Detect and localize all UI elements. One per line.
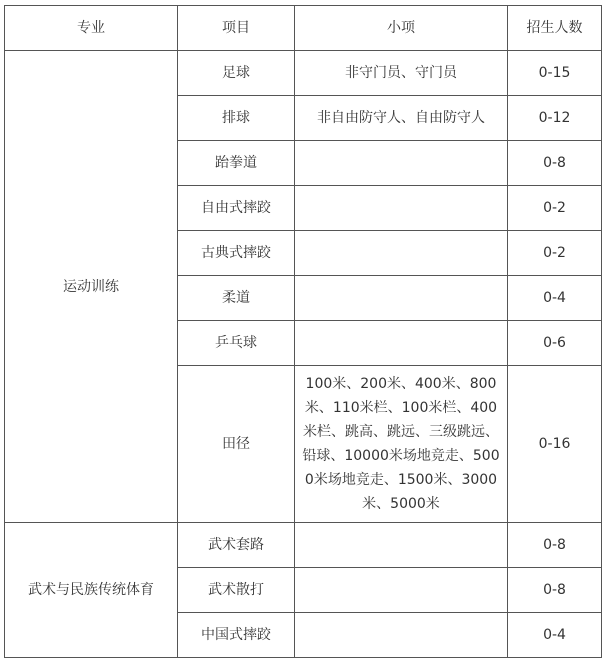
header-count: 招生人数 (508, 6, 602, 51)
major-cell: 武术与民族传统体育 (5, 523, 178, 658)
count-cell: 0-8 (508, 141, 602, 186)
count-cell: 0-15 (508, 51, 602, 96)
item-cell: 古典式摔跤 (178, 231, 295, 276)
subitem-cell (295, 231, 508, 276)
subitem-cell: 非自由防守人、自由防守人 (295, 96, 508, 141)
count-cell: 0-2 (508, 186, 602, 231)
item-cell: 乒乓球 (178, 321, 295, 366)
item-cell: 自由式摔跤 (178, 186, 295, 231)
item-cell: 中国式摔跤 (178, 613, 295, 658)
header-major: 专业 (5, 6, 178, 51)
count-cell: 0-12 (508, 96, 602, 141)
item-cell: 排球 (178, 96, 295, 141)
enrollment-table (4, 5, 602, 658)
subitem-cell: 非守门员、守门员 (295, 51, 508, 96)
table-row (5, 523, 602, 568)
subitem-cell (295, 141, 508, 186)
item-cell: 武术套路 (178, 523, 295, 568)
count-cell: 0-6 (508, 321, 602, 366)
item-cell: 跆拳道 (178, 141, 295, 186)
count-cell: 0-8 (508, 568, 602, 613)
item-cell: 武术散打 (178, 568, 295, 613)
subitem-cell (295, 523, 508, 568)
subitem-cell (295, 321, 508, 366)
count-cell: 0-8 (508, 523, 602, 568)
header-subitem: 小项 (295, 6, 508, 51)
item-cell: 柔道 (178, 276, 295, 321)
subitem-cell (295, 276, 508, 321)
count-cell: 0-4 (508, 613, 602, 658)
count-cell: 0-4 (508, 276, 602, 321)
major-cell: 运动训练 (5, 51, 178, 523)
table-header-row (5, 6, 602, 51)
table-row (5, 51, 602, 96)
subitem-cell (295, 568, 508, 613)
subitem-cell: 100米、200米、400米、800米、110米栏、100米栏、400米栏、跳高、跳远、三级跳远、铅球、10000米场地竞走、5000米场地竞走、1500米、3000米、5000米 (295, 366, 508, 523)
item-cell: 田径 (178, 366, 295, 523)
item-cell: 足球 (178, 51, 295, 96)
subitem-cell (295, 186, 508, 231)
header-item: 项目 (178, 6, 295, 51)
count-cell: 0-2 (508, 231, 602, 276)
subitem-cell (295, 613, 508, 658)
count-cell: 0-16 (508, 366, 602, 523)
